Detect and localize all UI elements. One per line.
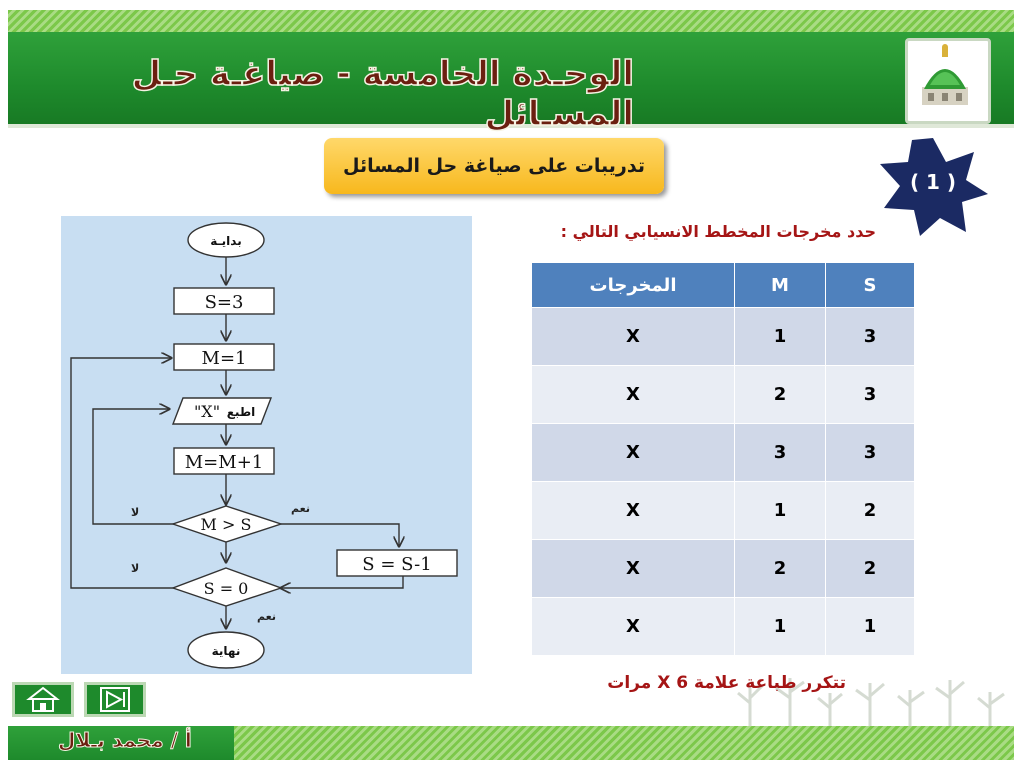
cell-s: 2 (826, 540, 915, 598)
no1-label: لا (131, 506, 140, 519)
cell-s: 3 (826, 366, 915, 424)
table-row (532, 482, 915, 540)
footer-stripes (234, 726, 1014, 760)
cell-s: 3 (826, 424, 915, 482)
table-row (532, 598, 915, 656)
cond1-label: M > S (200, 515, 252, 534)
header-bar (8, 32, 1014, 134)
table-row (532, 540, 915, 598)
table-row (532, 366, 915, 424)
cell-output: X (532, 308, 735, 366)
s-dec-label: S = S-1 (362, 554, 432, 575)
table-row (532, 308, 915, 366)
cell-m: 3 (735, 424, 826, 482)
cell-m: 2 (735, 540, 826, 598)
cell-s: 3 (826, 308, 915, 366)
flowchart (61, 216, 472, 674)
top-stripe (8, 10, 1014, 32)
cell-output: X (532, 424, 735, 482)
cell-s: 1 (826, 598, 915, 656)
start-label: بدايـة (210, 234, 242, 248)
subtitle-banner: تدريبات على صياغة حل المسائل (324, 138, 664, 194)
cell-output: X (532, 366, 735, 424)
flowchart-panel (61, 216, 472, 674)
question-text: حدد مخرجات المخطط الانسيابي التالي : (560, 222, 876, 241)
m-init-label: M=1 (201, 348, 247, 369)
print-value: "X" (193, 402, 221, 421)
trace-table (531, 262, 915, 656)
s-init-label: S=3 (204, 292, 244, 313)
exercise-number: ( 1 ) (909, 170, 957, 194)
next-icon (87, 685, 143, 714)
mosque-logo (905, 38, 991, 124)
cell-s: 2 (826, 482, 915, 540)
home-button[interactable] (12, 682, 74, 717)
print-io-box (173, 398, 271, 424)
header-m: M (735, 263, 826, 308)
yes1-label: نعم (291, 502, 310, 515)
cell-m: 1 (735, 598, 826, 656)
m-inc-label: M=M+1 (184, 452, 264, 473)
print-label: اطبع (226, 405, 256, 419)
cell-m: 1 (735, 482, 826, 540)
cell-output: X (532, 540, 735, 598)
conclusion-text: تتكرر طباعة علامة X 6 مرات (607, 673, 846, 693)
author-name: أ / محمد بـلال (58, 728, 192, 752)
end-label: نهاية (211, 644, 241, 658)
cond2-label: S = 0 (203, 579, 249, 598)
home-icon (15, 685, 71, 714)
cell-m: 1 (735, 308, 826, 366)
no2-label: لا (131, 562, 140, 575)
cell-output: X (532, 482, 735, 540)
table-header-row (532, 263, 915, 308)
yes2-label: نعم (257, 610, 276, 623)
page-title: الوحـدة الخامسة - صياغـة حـل المسـائل (131, 54, 634, 134)
header-output: المخرجات (532, 263, 735, 308)
table-row (532, 424, 915, 482)
next-button[interactable] (84, 682, 146, 717)
cell-m: 2 (735, 366, 826, 424)
header-s: S (826, 263, 915, 308)
cell-output: X (532, 598, 735, 656)
